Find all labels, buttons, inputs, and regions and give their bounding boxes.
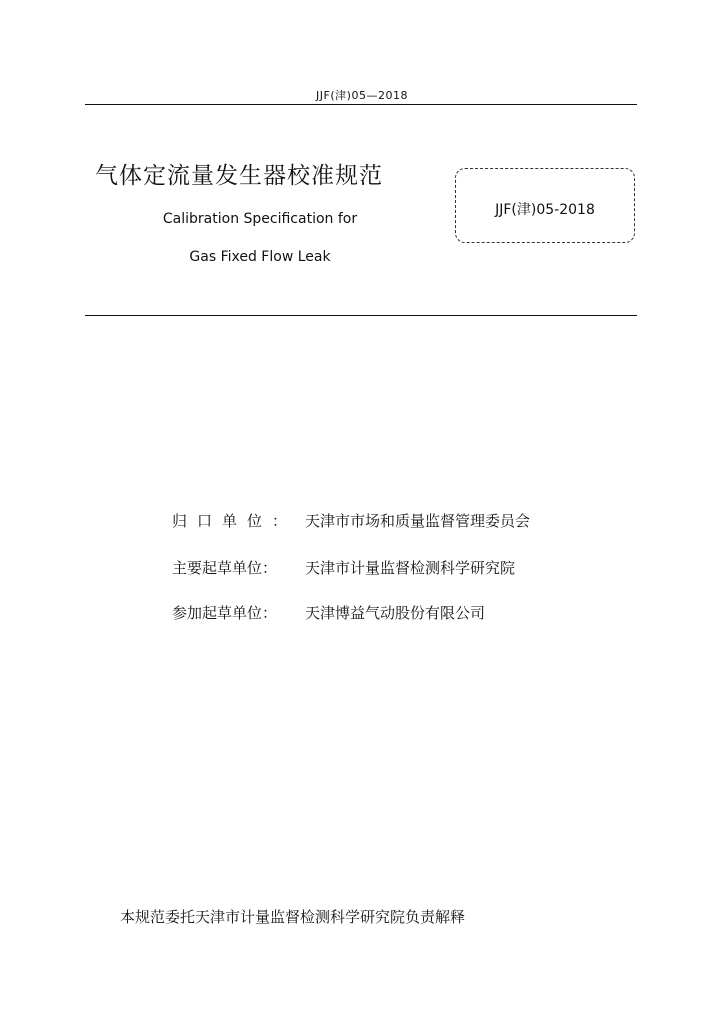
- standard-code-box: [455, 168, 635, 243]
- org-label-responsible: 归口单位：: [172, 512, 298, 530]
- document-title-chinese: 气体定流量发生器校准规范: [95, 163, 383, 189]
- header-divider: [85, 104, 637, 105]
- org-label-main-drafter: 主要起草单位：: [172, 559, 278, 577]
- org-value-responsible: 天津市市场和质量监督管理委员会: [305, 512, 531, 530]
- document-title-english-line2: Gas Fixed Flow Leak: [189, 249, 331, 265]
- interpretation-note: 本规范委托天津市计量监督检测科学研究院负责解释: [120, 908, 466, 926]
- org-value-participating-drafter: 天津博益气动股份有限公司: [305, 604, 486, 622]
- document-title-english-line1: Calibration Specification for: [162, 211, 358, 227]
- title-divider: [85, 315, 637, 316]
- org-label-participating-drafter: 参加起草单位：: [172, 604, 278, 622]
- org-value-main-drafter: 天津市计量监督检测科学研究院: [305, 559, 516, 577]
- org-row-participating-drafter: [172, 602, 485, 623]
- org-row-responsible: [172, 510, 530, 531]
- standard-code: JJF(津)05-2018: [495, 202, 595, 218]
- org-row-main-drafter: [172, 557, 515, 578]
- header-standard-code: JJF(津)05—2018: [316, 89, 408, 102]
